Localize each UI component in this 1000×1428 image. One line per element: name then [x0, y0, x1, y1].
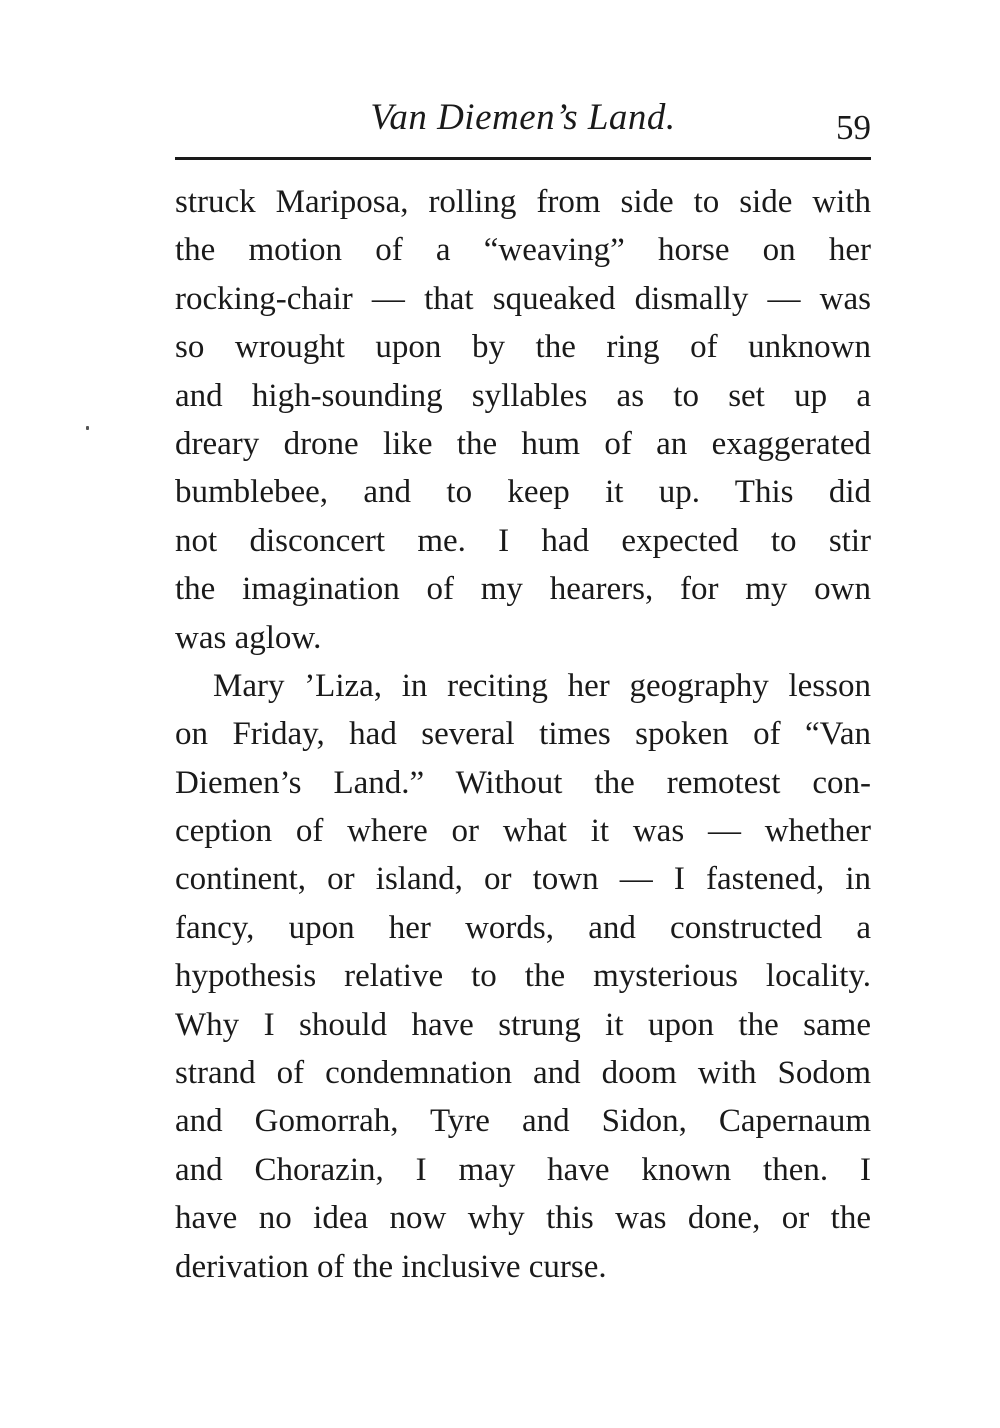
text-line: Diemen’s Land.” Without the remotest con- — [175, 764, 871, 801]
text-line: have no idea now why this was done, or the — [175, 1200, 871, 1237]
text-line: Why I should have strung it upon the same — [175, 1006, 871, 1043]
text-line: and Gomorrah, Tyre and Sidon, Capernaum — [175, 1103, 871, 1140]
text-line: fancy, upon her words, and constructed a — [175, 909, 871, 946]
text-line: strand of condemnation and doom with Sodom — [175, 1055, 871, 1092]
text-line: ception of where or what it was — whether — [175, 813, 871, 850]
text-line: not disconcert me. I had expected to stir — [175, 522, 871, 559]
text-line: struck Mariposa, rolling from side to side with — [175, 184, 871, 220]
text-line: the imagination of my hearers, for my own — [175, 571, 871, 608]
page-number: 59 — [836, 108, 871, 147]
paragraph-2 — [175, 662, 871, 1291]
text-line: Mary ’Liza, in reciting her geography lesson — [213, 667, 871, 704]
running-head — [175, 96, 871, 146]
text-line: hypothesis relative to the mysterious locality. — [175, 958, 871, 995]
text-line: continent, or island, or town — I fastened, in — [175, 861, 871, 898]
text-line: and Chorazin, I may have known then. I — [175, 1151, 871, 1188]
text-line: rocking-chair — that squeaked dismally — was — [175, 280, 871, 317]
running-title: Van Diemen’s Land. — [370, 97, 676, 138]
text-line: dreary drone like the hum of an exaggerated — [175, 425, 871, 462]
text-line: was aglow. — [175, 619, 322, 656]
text-line: so wrought upon by the ring of unknown — [175, 329, 871, 366]
paragraph-1 — [175, 178, 871, 662]
text-line: the motion of a “weaving” horse on her — [175, 232, 871, 269]
text-line: and high-sounding syllables as to set up a — [175, 377, 871, 414]
ink-speck — [86, 426, 89, 430]
text-line: bumblebee, and to keep it up. This did — [175, 474, 871, 511]
header-rule — [175, 157, 871, 160]
text-line: derivation of the inclusive curse. — [175, 1248, 607, 1285]
text-line: on Friday, had several times spoken of “Van — [175, 716, 871, 753]
body-text — [175, 178, 871, 1291]
